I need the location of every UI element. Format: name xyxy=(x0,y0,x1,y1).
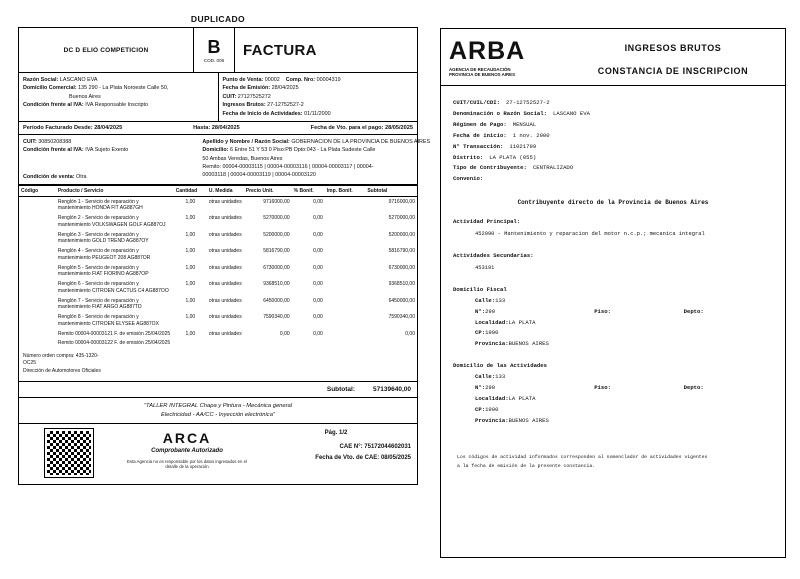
invoice-identity xyxy=(19,73,417,122)
cell-um: otras unidades xyxy=(208,231,242,238)
cell-codigo xyxy=(19,247,56,264)
cell-sub: 5200000,00 xyxy=(388,231,415,238)
cae-row xyxy=(261,442,411,453)
arba-field-value: 1 nov. 2000 xyxy=(512,131,550,139)
inicio-act-label: Fecha de Inicio de Actividades: xyxy=(222,110,303,117)
cell-codigo xyxy=(19,280,56,297)
cuit-row xyxy=(223,93,414,101)
fecha-emision-value: 28/04/2025 xyxy=(271,85,299,92)
cell-um: otras unidades xyxy=(208,330,242,337)
domicilio-actividades-label: Domicilio de las Actividades xyxy=(453,362,547,370)
address-label: Calle: xyxy=(475,296,496,304)
cell-codigo xyxy=(19,214,56,231)
comp-nro-label: Comp. Nro: xyxy=(285,77,316,83)
cell-cant: 1,00 xyxy=(185,198,196,205)
address-row xyxy=(475,328,773,339)
invoice-footer xyxy=(18,424,418,485)
cell-cant: 1,00 xyxy=(185,264,196,271)
seller-iva-value: IVA Responsable Inscripto xyxy=(85,102,149,109)
invoice-cod: COD. 006 xyxy=(203,57,225,63)
cust-venta-row xyxy=(23,173,202,181)
address-row xyxy=(475,296,773,307)
company-name: DC D ELIO COMPETICION xyxy=(63,46,149,54)
company-block xyxy=(19,28,193,72)
cell-cant: 1,00 xyxy=(185,297,196,304)
arba-title-1: INGRESOS BRUTOS xyxy=(624,43,722,53)
footer-advert-line2: Electricidad - AA/CC - Inyección electrónica" xyxy=(161,411,275,418)
cell-pu: 9716000,00 xyxy=(263,198,290,205)
invoice-meta-block xyxy=(219,73,418,121)
cell-desc: Remito 00004-00003122 F. de emisión 25/04/2025 xyxy=(57,340,171,347)
arba-field-row xyxy=(453,120,773,131)
arba-field-label: Fecha de inicio: xyxy=(453,131,507,139)
address-label: Localidad: xyxy=(475,318,509,326)
cell-cant: 1,00 xyxy=(185,215,196,221)
cell-codigo xyxy=(19,263,56,280)
cell-codigo xyxy=(19,339,56,349)
cae-vto-row xyxy=(261,453,411,464)
arba-field-label: Denominación o Razón Social: xyxy=(453,109,547,117)
cust-dom-value3: Remito: 00004-00003115 | 00004-00003116 | 00004-00003117 | 00004- xyxy=(202,164,374,170)
address-piso-cell xyxy=(594,383,683,394)
cell-desc: Renglón 8 - Servicio de reparación y mantenimiento CITROEN ELYSEE AG887OX xyxy=(57,314,159,327)
seller-dom-row2 xyxy=(23,93,214,101)
arca-logo: ARCA xyxy=(162,430,212,447)
arba-footer-line1: Los códigos de actividad informados corresponden al nomenclador de actividades vigentes xyxy=(457,454,708,460)
cust-nombre-value: GOBERNACION DE LA PROVINCIA DE BUENOS AIRES xyxy=(291,138,431,145)
customer-left xyxy=(23,138,202,181)
cust-dom-value4: 00003118 | 00004-00003119 | 00004-00003120 xyxy=(202,172,316,179)
domicilio-actividades-block xyxy=(453,372,773,427)
col-precio-unit: Precio Unit. xyxy=(244,186,292,197)
address-value: 1900 xyxy=(485,405,499,413)
seller-iva-row xyxy=(23,101,214,109)
actividad-principal-label: Actividad Principal: xyxy=(453,218,521,226)
table-row xyxy=(19,339,417,349)
invoice-main-box xyxy=(18,27,431,398)
arba-field-row xyxy=(453,153,773,164)
cust-iva-value: IVA Sujeto Exento xyxy=(85,147,129,154)
cell-imp xyxy=(325,296,366,313)
cust-dom-row3 xyxy=(202,163,413,171)
qr-code-icon xyxy=(45,429,93,477)
cell-sub: 9368510,00 xyxy=(388,281,415,287)
address-label: Provincia: xyxy=(475,416,509,424)
cust-venta-label: Condición de venta: xyxy=(23,173,75,180)
inicio-act-value: 01/11/2000 xyxy=(304,110,331,117)
periodo-group xyxy=(23,125,122,131)
invoice-letter: B xyxy=(207,36,221,57)
seller-dom-value2: Buenos Aires xyxy=(69,93,101,100)
address-label: Provincia: xyxy=(475,340,509,348)
address-row xyxy=(475,372,773,383)
cust-dom-value: 6 Entre 51 Y 53 0 Piso:PB Dpto:043 - La Plata Sudeste Calle xyxy=(229,147,376,154)
address-value: BUENOS AIRES xyxy=(508,340,549,348)
cust-iva-label: Condición frente al IVA: xyxy=(23,147,84,154)
address-row xyxy=(475,416,773,427)
address-cell xyxy=(475,296,595,307)
table-row xyxy=(19,214,417,231)
cell-desc: Renglón 2 - Servicio de reparación y mantenimiento VOLKSWAGEN GOLF AG887OJ xyxy=(57,215,166,228)
address-label: CP: xyxy=(475,329,486,337)
hasta-group xyxy=(193,125,240,131)
address-cell xyxy=(475,318,595,329)
address-cell xyxy=(475,405,595,416)
address-row xyxy=(475,318,773,329)
duplicado-label: DUPLICADO xyxy=(190,14,246,24)
seller-razon-value: LASCANO EVA xyxy=(59,77,98,83)
address-value: 1900 xyxy=(485,329,499,337)
cell-cant: 1,00 xyxy=(185,314,196,320)
invoice-header xyxy=(19,28,417,73)
address-cell xyxy=(475,416,595,427)
address-row xyxy=(475,339,773,350)
address-depto-label: Depto: xyxy=(683,307,704,315)
cell-sub: 9716000,00 xyxy=(388,198,415,205)
arba-field-row xyxy=(453,131,773,142)
cell-cant: 1,00 xyxy=(185,281,196,287)
table-row xyxy=(19,197,417,214)
seller-razon-label: Razón Social: xyxy=(23,77,59,83)
cust-dom-row2 xyxy=(202,155,413,163)
qr-code-block xyxy=(19,424,119,484)
address-label: Calle: xyxy=(475,373,496,381)
cell-imp xyxy=(325,280,366,297)
cell-pu: 6730000,00 xyxy=(263,264,290,271)
actividades-secundarias-label: Actividades Secundarias: xyxy=(453,251,534,259)
cell-bonif: 0,00 xyxy=(313,264,323,271)
cell-sub: 7590340,00 xyxy=(388,314,415,320)
cell-um: otras unidades xyxy=(208,314,242,320)
invoice-title-block xyxy=(235,28,417,72)
cell-bonif xyxy=(292,339,325,349)
col-codigo: Código xyxy=(19,186,56,197)
cell-sub xyxy=(365,339,417,349)
address-label: CP: xyxy=(475,405,486,413)
seller-block xyxy=(19,73,219,121)
arba-field-value: 11021799 xyxy=(509,142,537,150)
cust-cuit-label: CUIT: xyxy=(23,138,37,145)
cell-sub: 0,00 xyxy=(405,330,415,337)
customer-right xyxy=(202,138,431,181)
cell-um: otras unidades xyxy=(208,248,242,254)
cell-pu xyxy=(244,339,292,349)
hasta-value: 28/04/2025 xyxy=(211,124,240,131)
note-line-1: Número orden compra: 435-1320- xyxy=(23,352,99,359)
cell-bonif: 0,00 xyxy=(313,281,323,287)
cell-codigo xyxy=(19,197,56,214)
cuit-label: CUIT: xyxy=(222,93,237,100)
address-row xyxy=(475,405,773,416)
comprobante-autorizado-label: Comprobante Autorizado xyxy=(151,448,223,455)
address-cell xyxy=(475,339,595,350)
cust-nombre-row xyxy=(202,138,431,146)
cell-desc: Renglón 1 - Servicio de reparación y mantenimiento HONDA FIT AG887GH xyxy=(57,198,143,212)
col-umedida: U. Medida xyxy=(207,186,244,197)
arba-field-label: N° Transacción: xyxy=(453,142,504,150)
arba-logo-sub1: AGENCIA DE RECAUDACIÓN xyxy=(449,67,511,72)
address-cell xyxy=(475,372,595,383)
cell-pu: 5270000,00 xyxy=(263,215,290,221)
cell-pu: 0,00 xyxy=(279,330,290,337)
cust-cuit-value: 30850208388 xyxy=(38,138,72,145)
cell-um: otras unidades xyxy=(208,281,242,287)
arba-title-block xyxy=(569,39,777,77)
arba-field-value: 27-12752527-2 xyxy=(506,99,550,106)
arba-document xyxy=(440,28,786,558)
address-value: 290 xyxy=(485,307,496,315)
cell-bonif: 0,00 xyxy=(313,231,323,238)
cell-sub: 5816790,00 xyxy=(388,248,415,254)
address-value: 133 xyxy=(495,296,506,304)
cell-codigo xyxy=(19,230,56,247)
arba-logo-sub2: PROVINCIA DE BUENOS AIRES xyxy=(449,72,516,77)
cell-desc: Renglón 5 - Servicio de reparación y mantenimiento FIAT FIORINO AG887OP xyxy=(57,264,149,278)
address-value: 133 xyxy=(495,373,506,381)
cell-desc: Renglón 3 - Servicio de reparación y mantenimiento GOLD TREND AG887OY xyxy=(57,231,149,245)
seller-dom-label: Domicilio Comercial: xyxy=(23,85,77,92)
cell-sub: 5270000,00 xyxy=(388,215,415,221)
arba-field-value: MENSUAL xyxy=(512,120,537,128)
table-row xyxy=(19,329,417,339)
cust-nombre-label: Apellido y Nombre / Razón Social: xyxy=(202,138,290,145)
arba-field-value: LA PLATA (055) xyxy=(489,153,537,161)
subtotal-value: 57139640,00 xyxy=(373,386,411,393)
table-row xyxy=(19,280,417,297)
cust-cuit-row xyxy=(23,138,202,146)
cell-imp xyxy=(325,247,366,264)
invoice-title: FACTURA xyxy=(243,41,317,59)
arba-logo: ARBA xyxy=(449,37,526,65)
domicilio-fiscal-label: Domicilio Fiscal xyxy=(453,285,507,293)
page-number: Pág. 1/2 xyxy=(324,430,348,437)
note-line-2: OC25 xyxy=(23,360,37,366)
arba-body xyxy=(441,86,785,483)
cell-sub: 6730000,00 xyxy=(388,264,415,271)
cell-desc: Renglón 4 - Servicio de reparación y mantenimiento PEUGEOT 208 AG887OR xyxy=(57,248,151,261)
arba-logo-block xyxy=(449,39,569,77)
ib-label: Ingresos Brutos: xyxy=(222,102,266,109)
table-row xyxy=(19,247,417,264)
actividad-principal-value: 452990 - Mantenimiento y reparacion del motor n.c.p.; mecanica integral xyxy=(475,231,705,238)
fecha-emision-row xyxy=(223,84,414,92)
seller-razon-row xyxy=(23,76,214,84)
periodo-band xyxy=(19,122,417,135)
inicio-act-row xyxy=(223,110,414,118)
customer-grid xyxy=(23,138,431,181)
cell-codigo xyxy=(19,313,56,330)
cell-imp xyxy=(325,313,366,330)
cust-iva-row xyxy=(23,146,202,154)
subtotal-row xyxy=(19,381,417,397)
items-table-body xyxy=(19,197,417,349)
fecha-emision-label: Fecha de Emisión: xyxy=(222,85,271,92)
periodo-desde: 28/04/2025 xyxy=(94,124,123,131)
cell-um: otras unidades xyxy=(208,297,242,304)
table-row xyxy=(19,313,417,330)
address-row xyxy=(475,307,773,318)
col-subtotal: Subtotal xyxy=(365,186,417,197)
arba-field-row xyxy=(453,98,773,109)
cust-dom-row xyxy=(202,146,413,154)
cell-imp xyxy=(325,197,366,214)
cae-vto-label: Fecha de Vto. de CAE: xyxy=(315,455,380,462)
cell-desc: Renglón 7 - Servicio de reparación y mantenimiento FIAT ARGO AG887TD xyxy=(57,297,142,311)
arba-field-row xyxy=(453,163,773,174)
ib-row xyxy=(223,101,414,109)
vto-value: 28/05/2025 xyxy=(384,124,413,131)
col-imp-bonif: Imp. Bonif. xyxy=(325,186,366,197)
address-piso-cell xyxy=(594,307,683,318)
cell-desc: Renglón 6 - Servicio de reparación y mantenimiento CITROEN CACTUS C4 AG887OO xyxy=(57,281,169,294)
items-table-head xyxy=(19,186,417,197)
cuit-value: 27127525272 xyxy=(237,93,271,100)
cell-bonif: 0,00 xyxy=(313,248,323,254)
col-bonif-pct: % Bonif. xyxy=(292,186,325,197)
punto-venta-row xyxy=(223,76,414,84)
cell-um: otras unidades xyxy=(208,264,242,271)
cell-imp xyxy=(325,263,366,280)
address-cell xyxy=(475,383,594,394)
table-row xyxy=(19,263,417,280)
cust-dom-label: Domicilio: xyxy=(202,147,229,154)
cell-codigo xyxy=(19,329,56,339)
cell-desc: Remito 00004-00003121 F. de emisión 25/04/2025 xyxy=(57,330,171,337)
items-header-row xyxy=(19,186,417,197)
periodo-label: Período Facturado Desde: xyxy=(23,124,93,131)
cae-label: CAE N°: xyxy=(339,444,363,451)
arba-field-label: CUIT/CUIL/CDI: xyxy=(453,99,500,106)
address-cell xyxy=(475,307,594,318)
footer-advert xyxy=(18,398,418,424)
cae-value: 75172044602031 xyxy=(364,444,411,451)
cust-dom-row4 xyxy=(202,171,413,179)
cell-pu: 7590340,00 xyxy=(263,314,290,320)
cell-pu: 5816790,00 xyxy=(263,248,290,254)
comp-nro-value: 00004319 xyxy=(316,77,341,83)
arba-field-row xyxy=(453,174,773,185)
table-row xyxy=(19,230,417,247)
seller-iva-label: Condición frente al IVA: xyxy=(23,102,84,109)
cell-cant: 1,00 xyxy=(185,248,196,254)
subtotal-label: Subtotal: xyxy=(326,386,356,393)
ib-value: 27-12752527-2 xyxy=(267,102,304,109)
hasta-label: Hasta: xyxy=(193,124,211,131)
cell-imp xyxy=(325,339,366,349)
arba-field-label: Régimen de Pago: xyxy=(453,120,507,128)
cell-um xyxy=(207,339,244,349)
cell-bonif: 0,00 xyxy=(313,297,323,304)
cell-cant xyxy=(174,339,207,349)
address-cell xyxy=(475,394,595,405)
arba-banner: Contribuyente directo de la Provincia de Buenos Aires xyxy=(517,199,709,207)
address-piso-label: Piso: xyxy=(594,307,611,315)
address-depto-label: Depto: xyxy=(683,384,704,392)
actividades-secundarias-value: 453191 xyxy=(475,264,495,271)
address-depto-cell xyxy=(684,383,773,394)
cust-venta-value: Otra xyxy=(76,173,87,180)
col-producto: Producto / Servicio xyxy=(56,186,174,197)
arba-field-value: CENTRALIZADO xyxy=(532,164,574,172)
invoice-document xyxy=(18,14,431,559)
arba-field-label: Convenio: xyxy=(453,175,484,183)
address-value: BUENOS AIRES xyxy=(508,416,549,424)
cae-vto-value: 08/05/2025 xyxy=(380,455,411,462)
cell-bonif: 0,00 xyxy=(313,314,323,320)
address-label: Localidad: xyxy=(475,395,509,403)
address-cell xyxy=(475,328,595,339)
customer-block xyxy=(19,135,431,185)
arba-field-label: Distrito: xyxy=(453,153,484,161)
vto-group xyxy=(311,125,413,131)
items-table xyxy=(19,185,417,349)
punto-venta-label: Punto de Venta: xyxy=(222,77,264,83)
arba-field-value xyxy=(483,175,489,182)
invoice-letter-box xyxy=(193,28,235,72)
arba-header xyxy=(441,29,785,86)
arba-footer-note xyxy=(453,453,773,471)
cell-imp xyxy=(325,230,366,247)
cell-bonif: 0,00 xyxy=(313,198,323,205)
cell-imp xyxy=(325,214,366,231)
footer-advert-line1: "TALLER INTEGRAL Chapa y Pintura - Mecánica general xyxy=(143,403,293,409)
arba-field-row xyxy=(453,109,773,120)
cell-cant: 1,00 xyxy=(185,231,196,238)
address-value: LA PLATA xyxy=(508,395,536,403)
address-depto-cell xyxy=(684,307,773,318)
col-cantidad: Cantidad xyxy=(174,186,207,197)
punto-venta-value: 00002 xyxy=(264,77,280,83)
cell-um: otras unidades xyxy=(208,215,242,221)
cust-dom-value2: 50 Ambas Veredas, Buenos Aires xyxy=(202,155,283,162)
address-value: 290 xyxy=(485,384,496,392)
arba-title-2: CONSTANCIA DE INSCRIPCION xyxy=(597,66,749,76)
domicilio-fiscal-block xyxy=(453,296,773,351)
address-piso-label: Piso: xyxy=(594,384,611,392)
cell-um: otras unidades xyxy=(208,198,242,205)
cell-bonif: 0,00 xyxy=(313,215,323,221)
cae-block xyxy=(255,424,417,484)
cell-codigo xyxy=(19,296,56,313)
cell-bonif: 0,00 xyxy=(313,330,323,337)
cell-pu: 6450000,00 xyxy=(263,297,290,304)
address-label: N°: xyxy=(475,307,486,315)
cell-imp xyxy=(325,329,366,339)
seller-dom-value: 135 290 - La Plata Noroeste Calle 50, xyxy=(78,85,169,92)
cell-pu: 5200000,00 xyxy=(263,231,290,238)
arba-footer-line2: a la fecha de emisión de la presente constancia. xyxy=(457,463,596,469)
arba-field-row xyxy=(453,142,773,153)
arba-field-label: Tipo de Contribuyente: xyxy=(453,164,527,172)
cell-sub: 6450000,00 xyxy=(388,297,415,304)
legal-note: Esta Agencia no es responsable por los datos ingresados en el detalle de la operación xyxy=(127,459,247,470)
address-row xyxy=(475,383,773,394)
seller-dom-row xyxy=(23,84,214,92)
note-line-3: Dirección de Automotores Oficiales xyxy=(23,367,101,374)
cell-pu: 9368510,00 xyxy=(263,281,290,287)
cell-cant: 1,00 xyxy=(185,330,196,337)
order-notes xyxy=(19,349,417,376)
address-value: LA PLATA xyxy=(508,318,536,326)
table-row xyxy=(19,296,417,313)
vto-label: Fecha de Vto. para el pago: xyxy=(310,124,384,131)
arba-field-value: LASCANO EVA xyxy=(553,109,590,117)
arca-block xyxy=(119,424,255,484)
address-label: N°: xyxy=(475,384,486,392)
address-row xyxy=(475,394,773,405)
